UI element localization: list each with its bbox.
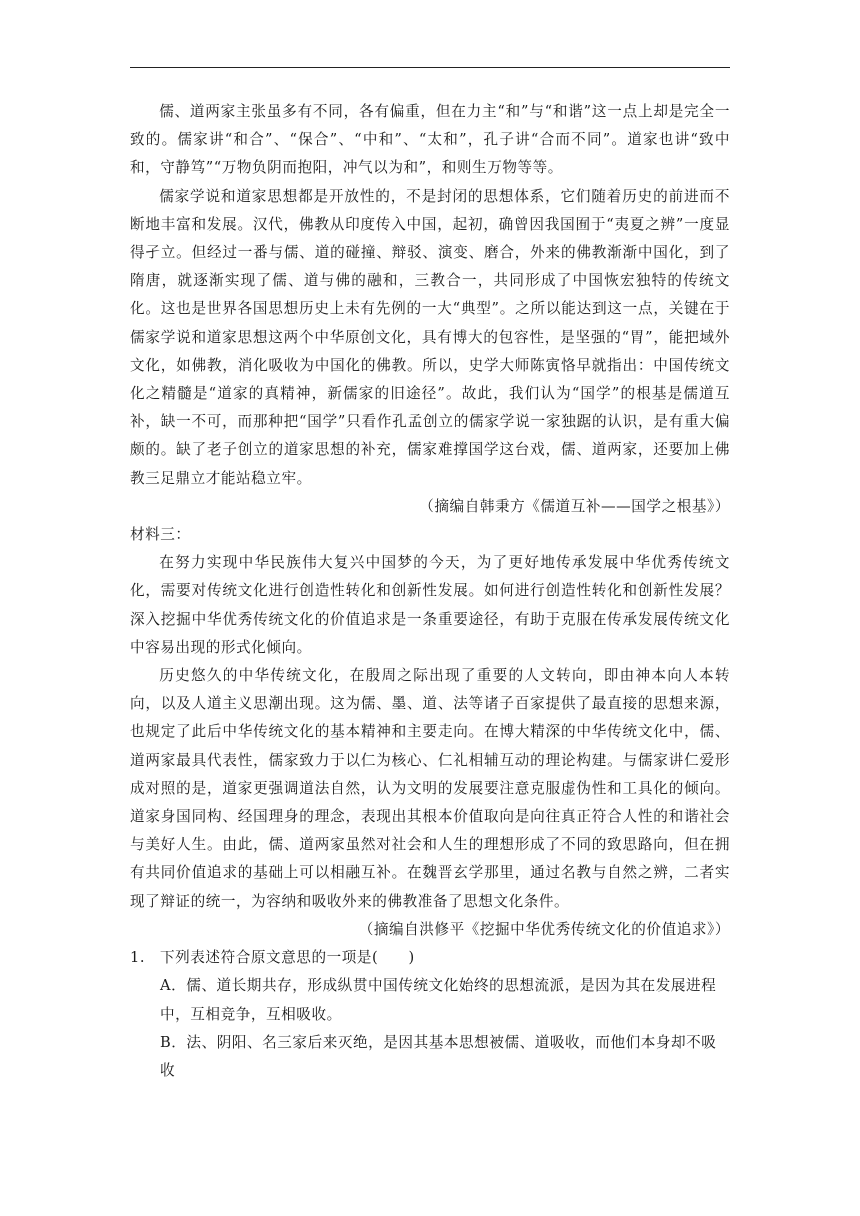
option-a[interactable]: A．儒、道长期共存，形成纵贯中国传统文化始终的思想流派，是因为其在发展进程中，互相竞争，互相吸收。 xyxy=(160,977,717,1023)
passage-paragraph: 在努力实现中华民族伟大复兴中国梦的今天，为了更好地传承发展中华优秀传统文化，需要对传统文化进行创造性转化和创新性发展。如何进行创造性转化和创新性发展？深入挖掘中华优秀传统文化的价值追求是一条重要途径，有助于克服在传承发展传统文化中容易出现的形式化倾向。 xyxy=(130,554,730,656)
question-1 xyxy=(130,944,730,972)
passage-paragraph: 儒家学说和道家思想都是开放性的，不是封闭的思想体系，它们随着历史的前进而不断地丰富和发展。汉代，佛教从印度传入中国，起初，确曾因我国囿于“夷夏之辨”一度显得孑立。但经过一番与儒、道的碰撞、辩驳、演变、磨合，外来的佛教渐渐中国化，到了隋唐，就逐渐实现了儒、道与佛的融和，三教合一，共同形成了中国恢宏独特的传统文化。这也是世界各国思想历史上未有先例的一大“典型”。之所以能达到这一点，关键在于儒家学说和道家思想这两个中华原创文化，具有博大的包容性，是坚强的“胃”，能把域外文化，如佛教，消化吸收为中国化的佛教。所以，史学大师陈寅恪早就指出：中国传统文化之精髓是“道家的真精神，新儒家的旧途径”。故此，我们认为“国学”的根基是儒道互补，缺一不可，而那种把“国学”只看作孔孟创立的儒家学说一家独踞的认识，是有重大偏颇的。缺了老子创立的道家思想的补充，儒家难撑国学这台戏，儒、道两家，还要加上佛教三足鼎立才能站稳立牢。 xyxy=(130,187,730,487)
header-rule xyxy=(130,67,730,68)
question-number: 1. xyxy=(130,949,146,967)
material-label: 材料三： xyxy=(130,526,191,544)
passage-paragraph: 儒、道两家主张虽多有不同，各有偏重，但在力主“和”与“和谐”这一点上却是完全一致的。儒家讲“和合”、“保合”、“中和”、“太和”，孔子讲“合而不同”。道家也讲“致中和，守静笃”“万物负阴而抱阳，冲气以为和”，和则生万物等等。 xyxy=(130,103,730,177)
passage-paragraph: 历史悠久的中华传统文化，在殷周之际出现了重要的人文转向，即由神本向人本转向，以及人道主义思潮出现。这为儒、墨、道、法等诸子百家提供了最直接的思想来源，也规定了此后中华传统文化的基本精神和主要走向。在博大精深的中华传统文化中，儒、道两家最具代表性，儒家致力于以仁为核心、仁礼相辅互动的理论构建。与儒家讲仁爱形成对照的是，道家更强调道法自然，认为文明的发展要注意克服虚伪性和工具化的倾向。道家身国同构、经国理身的理念，表现出其根本价值取向是向往真正符合人性的和谐社会与美好人生。由此，儒、道两家虽然对社会和人生的理想形成了不同的致思路向，但在拥有共同价值追求的基础上可以相融互补。在魏晋玄学那里，通过名教与自然之辨，二者实现了辩证的统一，为容纳和吸收外来的佛教准备了思想文化条件。 xyxy=(130,667,730,910)
document-body xyxy=(130,98,730,1079)
option-b[interactable]: B．法、阴阳、名三家后来灭绝，是因其基本思想被儒、道吸收，而他们本身却不吸收 xyxy=(160,1033,717,1079)
source-citation: （摘编自韩秉方《儒道互补——国学之根基》） xyxy=(419,497,730,515)
question-stem: 下列表述符合原文意思的一项是( ) xyxy=(160,949,415,967)
source-citation: （摘编自洪修平《挖掘中华优秀传统文化的价值追求》） xyxy=(358,920,730,938)
